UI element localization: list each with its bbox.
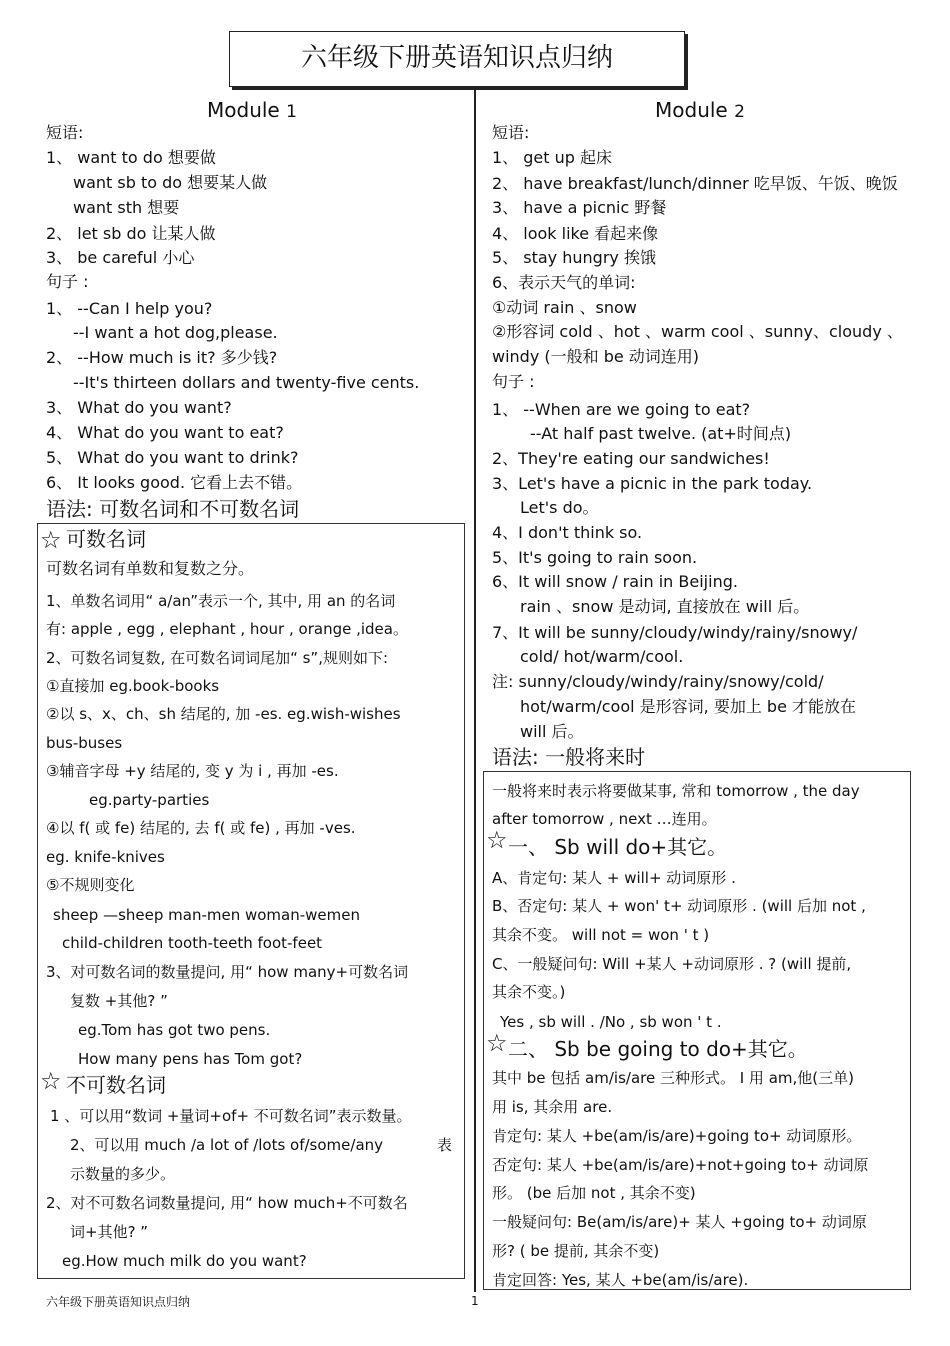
left-sentence-3: 3、 What do you want? <box>46 398 232 417</box>
star-icon: ☆ <box>486 1029 508 1057</box>
right-box-line: 形? ( be 提前, 其余不变) <box>492 1242 660 1260</box>
going-to-heading: 二、 Sb be going to do+其它。 <box>508 1037 808 1061</box>
left-sentence-6: 6、 It looks good. 它看上去不错。 <box>46 473 303 492</box>
right-sentence-3b: Let's do。 <box>520 498 599 517</box>
right-grammar-heading: 语法: 一般将来时 <box>492 745 646 769</box>
right-module-heading: Module 2 <box>655 98 745 122</box>
left-box-line: 2、可数名词复数, 在可数名词词尾加“ s”,规则如下: <box>46 649 389 667</box>
left-phrase-1b: want sb to do 想要某人做 <box>73 173 268 192</box>
right-phrase-5: 5、 stay hungry 挨饿 <box>492 248 656 267</box>
right-box-line: 其余不变。 will not = won ' t ) <box>492 926 710 944</box>
right-phrase-6b: ②形容词 cold 、hot 、warm cool 、sunny、cloudy 、 <box>492 322 903 341</box>
right-phrase-6a: ①动词 rain 、snow <box>492 298 637 317</box>
right-box-line: 一般疑问句: Be(am/is/are)+ 某人 +going to+ 动词原 <box>492 1213 867 1231</box>
right-phrase-6c: windy (一般和 be 动词连用) <box>492 347 700 366</box>
left-box-line: bus-buses <box>46 734 123 752</box>
left-sentences-label: 句子 : <box>46 272 89 291</box>
left-phrase-1c: want sth 想要 <box>73 198 180 217</box>
right-note-1b: hot/warm/cool 是形容词, 要加上 be 才能放在 <box>520 697 857 716</box>
left-box-line: How many pens has Tom got? <box>78 1050 303 1068</box>
right-box-line: 其余不变。) <box>492 983 566 1001</box>
right-sentence-7: 7、It will be sunny/cloudy/windy/rainy/snowy/ <box>492 623 858 642</box>
right-phrase-3: 3、 have a picnic 野餐 <box>492 198 667 217</box>
right-sentence-6: 6、It will snow / rain in Beijing. <box>492 572 738 591</box>
right-sentences-label: 句子 : <box>492 372 535 391</box>
right-box-line: 肯定句: 某人 +be(am/is/are)+going to+ 动词原形。 <box>492 1127 862 1145</box>
left-sentence-5: 5、 What do you want to drink? <box>46 448 299 467</box>
left-box-line: ⑤不规则变化 <box>46 876 135 894</box>
column-divider <box>474 86 476 1292</box>
page-title: 六年级下册英语知识点归纳 <box>300 43 613 73</box>
left-box-line: 可数名词有单数和复数之分。 <box>46 559 255 578</box>
left-box-line: sheep —sheep man-men woman-wemen <box>53 906 360 924</box>
left-phrases-label: 短语: <box>46 123 84 142</box>
left-module-heading: Module 1 <box>207 98 297 122</box>
left-sentence-4: 4、 What do you want to eat? <box>46 423 284 442</box>
left-box-line: 复数 +其他? ” <box>70 992 168 1010</box>
left-box-line: ④以 f( 或 fe) 结尾的, 去 f( 或 fe) , 再加 -ves. <box>46 819 356 837</box>
left-phrase-1: 1、 want to do 想要做 <box>46 148 216 167</box>
star-icon: ☆ <box>40 526 62 554</box>
left-box-line: ③辅音字母 +y 结尾的, 变 y 为 i , 再加 -es. <box>46 762 339 780</box>
left-sentence-1b: --I want a hot dog,please. <box>73 323 278 342</box>
left-sentence-1: 1、 --Can I help you? <box>46 299 213 318</box>
left-box-line: child-children tooth-teeth foot-feet <box>62 934 323 952</box>
page-number: 1 <box>471 1294 479 1308</box>
right-box-line: 形。 (be 后加 not , 其余不变) <box>492 1184 696 1202</box>
right-box-line: 用 is, 其余用 are. <box>492 1098 613 1116</box>
right-phrases-label: 短语: <box>492 123 530 142</box>
right-box-line: Yes , sb will . /No , sb won ' t . <box>500 1013 722 1031</box>
left-box-line: eg.Tom has got two pens. <box>78 1021 271 1039</box>
left-box-line: 1 、可以用“数词 +量词+of+ 不可数名词”表示数量。 <box>50 1107 412 1125</box>
right-box-line: 其中 be 包括 am/is/are 三种形式。 I 用 am,他(三单) <box>492 1069 854 1087</box>
uncountable-heading: 不可数名词 <box>66 1073 166 1097</box>
left-box-line: 1、单数名词用“ a/an”表示一个, 其中, 用 an 的名词 <box>46 592 396 610</box>
right-phrase-4: 4、 look like 看起来像 <box>492 224 659 243</box>
right-box-line: A、肯定句: 某人 + will+ 动词原形 . <box>492 869 736 887</box>
right-box-line: C、一般疑问句: Will +某人 +动词原形 . ? (will 提前, <box>492 955 852 973</box>
left-box-line: ②以 s、x、ch、sh 结尾的, 加 -es. eg.wish-wishes <box>46 705 401 723</box>
will-heading: 一、 Sb will do+其它。 <box>508 835 728 859</box>
right-box-line: 肯定回答: Yes, 某人 +be(am/is/are). <box>492 1271 749 1289</box>
left-sentence-2b: --It's thirteen dollars and twenty-five cents. <box>73 373 420 392</box>
left-box-line: 2、可以用 much /a lot of /lots of/some/any <box>70 1136 384 1154</box>
right-sentence-3: 3、Let's have a picnic in the park today. <box>492 474 813 493</box>
left-box-line: 词+其他? ” <box>70 1223 149 1241</box>
right-phrase-6: 6、表示天气的单词: <box>492 273 636 292</box>
right-sentence-1: 1、 --When are we going to eat? <box>492 400 751 419</box>
footer-text: 六年级下册英语知识点归纳 <box>46 1295 191 1309</box>
right-box-line: 否定句: 某人 +be(am/is/are)+not+going to+ 动词原 <box>492 1156 869 1174</box>
right-note-1c: will 后。 <box>520 722 584 741</box>
left-box-line: eg.How much milk do you want? <box>62 1252 307 1270</box>
right-phrase-2: 2、 have breakfast/lunch/dinner 吃早饭、午饭、晚饭 <box>492 174 898 193</box>
left-phrase-3: 3、 be careful 小心 <box>46 248 195 267</box>
left-grammar-heading: 语法: 可数名词和不可数名词 <box>46 497 300 521</box>
left-sentence-2: 2、 --How much is it? 多少钱? <box>46 348 278 367</box>
right-sentence-4: 4、I don't think so. <box>492 523 643 542</box>
right-box-line: 一般将来时表示将要做某事, 常和 tomorrow , the day <box>492 782 860 800</box>
right-box-line: B、否定句: 某人 + won' t+ 动词原形 . (will 后加 not , <box>492 897 866 915</box>
right-phrase-1: 1、 get up 起床 <box>492 148 613 167</box>
star-icon: ☆ <box>486 826 508 854</box>
left-phrase-2: 2、 let sb do 让某人做 <box>46 224 216 243</box>
left-box-line: 示数量的多少。 <box>70 1165 176 1183</box>
right-sentence-1b: --At half past twelve. (at+时间点) <box>530 424 792 443</box>
right-note-1: 注: sunny/cloudy/windy/rainy/snowy/cold/ <box>492 672 824 691</box>
right-sentence-2: 2、They're eating our sandwiches! <box>492 449 770 468</box>
left-box-line: 有: apple , egg , elephant , hour , orange ,idea。 <box>46 620 408 638</box>
right-box-line: after tomorrow , next …连用。 <box>492 810 717 828</box>
left-box-line: eg. knife-knives <box>46 848 165 866</box>
left-box-line: 3、对可数名词的数量提问, 用“ how many+可数名词 <box>46 963 409 981</box>
countable-heading: 可数名词 <box>66 527 146 551</box>
star-icon: ☆ <box>40 1067 62 1095</box>
right-sentence-5: 5、It's going to rain soon. <box>492 548 698 567</box>
left-box-line: eg.party-parties <box>89 791 210 809</box>
right-sentence-7b: cold/ hot/warm/cool. <box>520 647 684 666</box>
right-sentence-6b: rain 、snow 是动词, 直接放在 will 后。 <box>520 597 810 616</box>
left-box-line: ①直接加 eg.book-books <box>46 677 220 695</box>
left-box-line: 表 <box>437 1136 453 1154</box>
title-box <box>229 31 685 87</box>
left-box-line: 2、对不可数名词数量提问, 用“ how much+不可数名 <box>46 1194 408 1212</box>
